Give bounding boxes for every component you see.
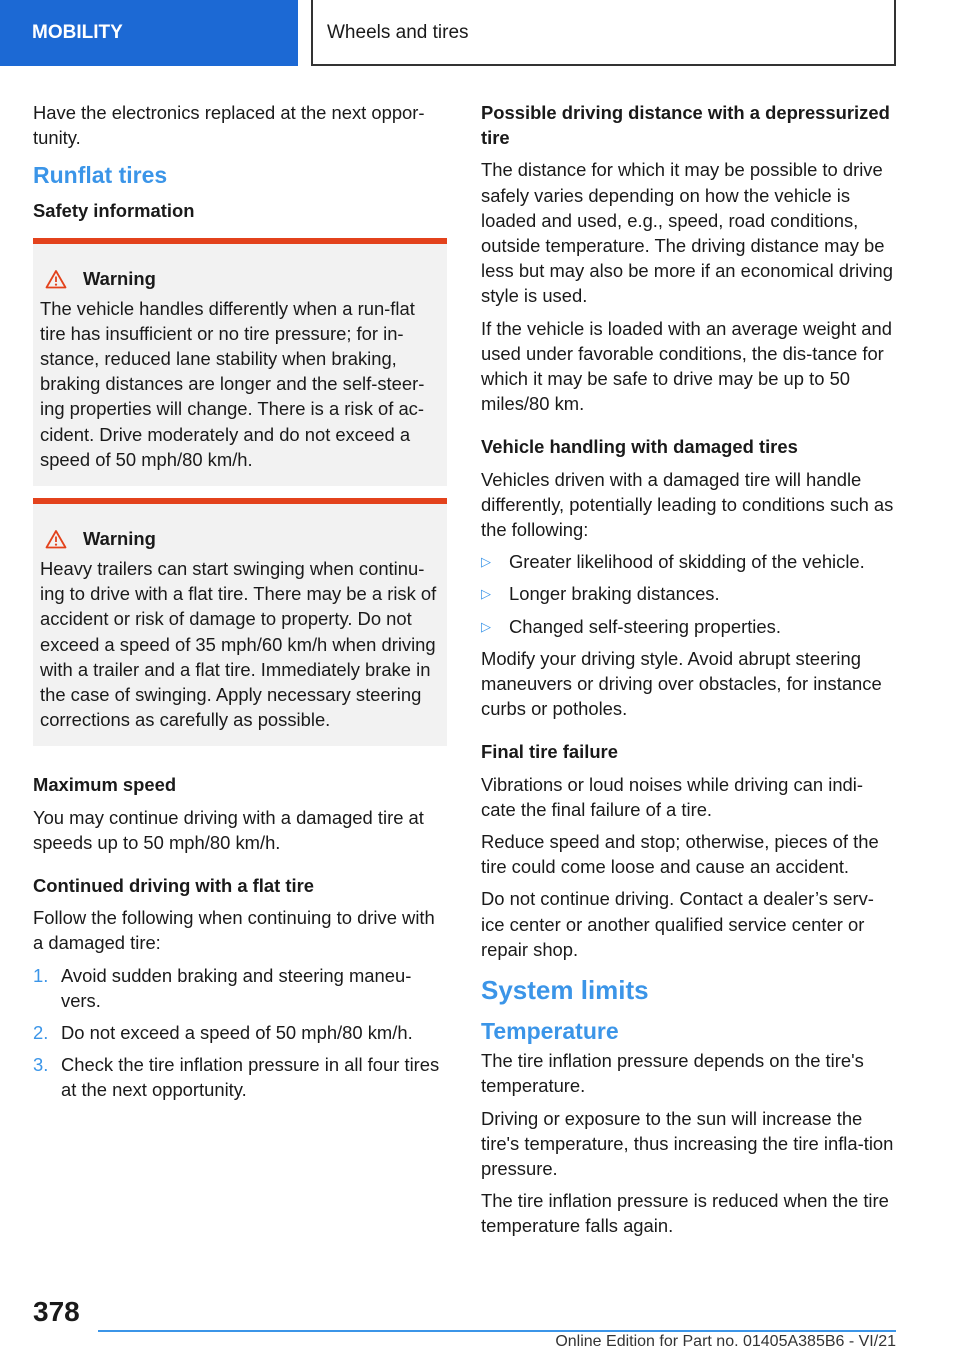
triangle-bullet-icon: ▷	[481, 554, 491, 570]
list-number: 2.	[33, 1022, 49, 1044]
list-item: 1. Avoid sudden braking and steering maneu‐vers.	[33, 963, 447, 1013]
runflat-heading: Runflat tires	[33, 162, 168, 189]
warning-title: Warning	[83, 267, 156, 289]
continued-driving-heading: Continued driving with a flat tire	[33, 875, 314, 897]
list-item: ▷ Changed self-steering properties.	[481, 614, 895, 639]
list-item: ▷ Greater likelihood of skidding of the vehicle.	[481, 549, 895, 574]
max-speed-text: You may continue driving with a damaged tire at speeds up to 50 mph/80 km/h.	[33, 806, 424, 853]
final-failure-heading: Final tire failure	[481, 741, 618, 763]
max-speed-heading: Maximum speed	[33, 774, 177, 796]
temperature-text-2: Driving or exposure to the sun will increase the tire's temperature, thus increasing the tire infla‐tion pressure.	[481, 1107, 894, 1179]
chapter-tab[interactable]: Wheels and tires	[311, 0, 896, 66]
final-failure-text-2: Reduce speed and stop; otherwise, pieces of the tire could come loose and cause an accident.	[481, 831, 879, 878]
list-item: ▷ Longer braking distances.	[481, 581, 895, 606]
final-failure-text: Vibrations or loud noises while driving can indi‐cate the final failure of a tire.	[481, 773, 863, 820]
list-item: 3. Check the tire inflation pressure in all four tires at the next opportunity.	[33, 1052, 447, 1102]
left-column	[33, 100, 447, 1110]
temperature-text-3: The tire inflation pressure is reduced when the tire temperature falls again.	[481, 1190, 889, 1237]
temperature-heading: Temperature	[481, 1018, 619, 1045]
driving-distance-text: The distance for which it may be possible to drive safely varies depending on how the vehicle is loaded and used, e.g., speed, road conditions, outside temperature. The driving distance may be less but may also be more if an economical driving style is used.	[481, 159, 893, 307]
warning-box-2	[33, 498, 447, 746]
system-limits-heading: System limits	[481, 975, 649, 1006]
handling-bullet-list	[481, 549, 895, 639]
right-column	[481, 100, 895, 1246]
continued-driving-text: Follow the following when continuing to drive with a damaged tire:	[33, 907, 435, 954]
list-number: 1.	[33, 964, 49, 986]
warning-title: Warning	[83, 528, 156, 550]
warning-triangle-icon	[45, 529, 67, 549]
handling-advice-text: Modify your driving style. Avoid abrupt steering maneuvers or driving over obstacles, for instance curbs or potholes.	[481, 647, 882, 720]
temperature-text: The tire inflation pressure depends on the tire's temperature.	[481, 1050, 864, 1097]
triangle-bullet-icon: ▷	[481, 618, 491, 634]
triangle-bullet-icon: ▷	[481, 586, 491, 602]
steps-list	[33, 963, 447, 1103]
safety-heading: Safety information	[33, 200, 195, 222]
section-tab[interactable]: MOBILITY	[0, 0, 298, 66]
footer-divider	[98, 1330, 896, 1332]
final-failure-text-3: Do not continue driving. Contact a dealer’s serv‐ice center or another qualified service center or repair shop.	[481, 888, 874, 960]
list-number: 3.	[33, 1054, 49, 1076]
page-header	[0, 0, 960, 66]
warning-text: The vehicle handles differently when a run-flat tire has insufficient or no tire pressure; for in‐stance, reduced lane stability when braking, braking distances are longer and the self-steer‐ing properties will change. There is a risk of ac‐cident. Drive moderately and do not exceed a speed of 50 mph/80 km/h.	[40, 297, 425, 470]
list-item: 2. Do not exceed a speed of 50 mph/80 km/h.	[33, 1020, 447, 1045]
intro-text: Have the electronics replaced at the next oppor‐tunity.	[33, 102, 425, 149]
vehicle-handling-text: Vehicles driven with a damaged tire will handle differently, potentially leading to conditions such as the following:	[481, 468, 894, 541]
driving-distance-heading: Possible driving distance with a depressurized tire	[481, 102, 890, 149]
warning-box-1	[33, 238, 447, 486]
driving-distance-text-2: If the vehicle is loaded with an average weight and used under favorable conditions, the dis‐tance for which it may be safe to drive may be up to 50 miles/80 km.	[481, 317, 892, 415]
edition-text: Online Edition for Part no. 01405A385B6 - VI/21	[555, 1333, 896, 1350]
warning-text: Heavy trailers can start swinging when continu‐ing to drive with a flat tire. There may be a risk of accident or risk of damage to property. Do not exceed a speed of 35 mph/60 km/h when driving with a trailer and a flat tire. Immediately brake in the case of swinging. Apply necessary steering corrections as carefully as possible.	[40, 558, 437, 731]
warning-triangle-icon	[45, 269, 67, 289]
page-number: 378	[33, 1296, 80, 1327]
vehicle-handling-heading: Vehicle handling with damaged tires	[481, 436, 798, 458]
